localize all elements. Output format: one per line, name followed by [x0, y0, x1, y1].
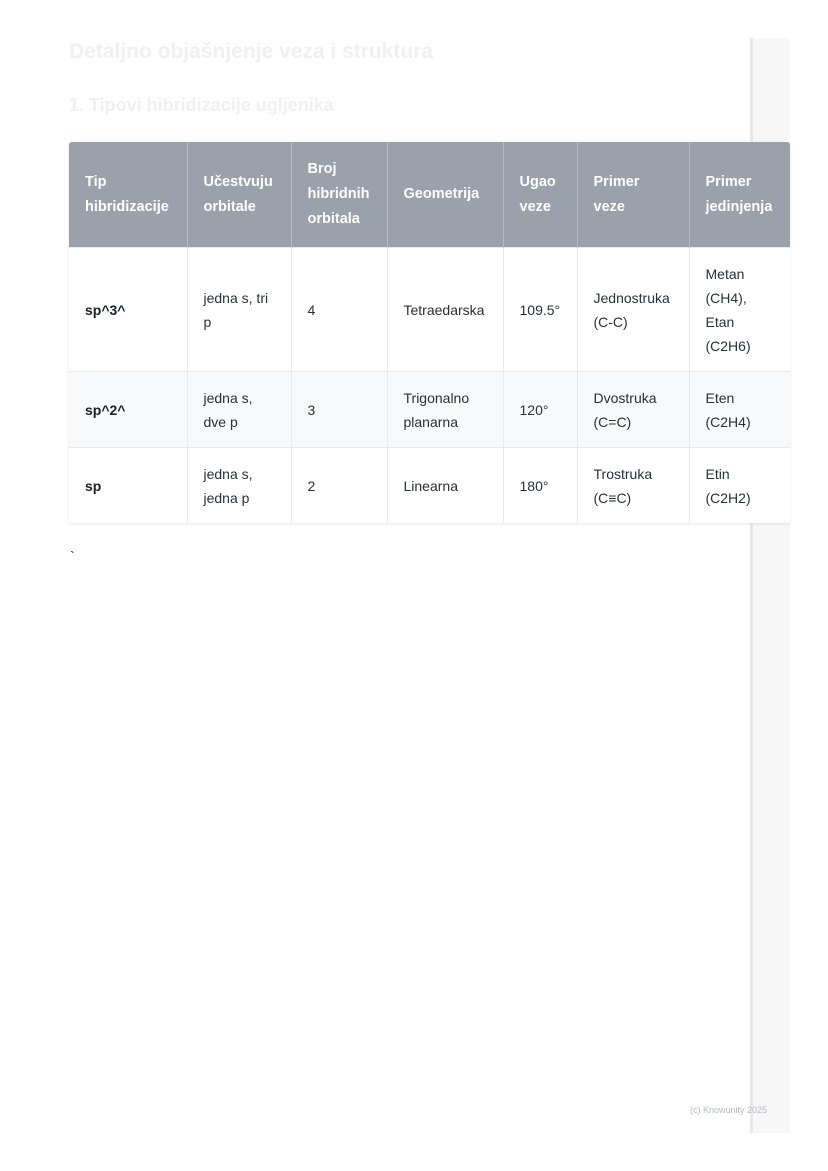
- stray-backtick: `: [70, 548, 75, 564]
- column-header: Učestvuju orbitale: [187, 142, 291, 248]
- table-row: [69, 448, 790, 524]
- table-cell: jedna s, tri p: [187, 248, 291, 372]
- table-cell: 3: [291, 372, 387, 448]
- table-row: [69, 248, 790, 372]
- table-cell: Tetraedarska: [387, 248, 503, 372]
- table-cell: Etin (C2H2): [689, 448, 790, 524]
- table-cell: Trigonalno planarna: [387, 372, 503, 448]
- table-row: [69, 372, 790, 448]
- column-header: Tip hibridizacije: [69, 142, 187, 248]
- table-cell: Metan (CH4), Etan (C2H6): [689, 248, 790, 372]
- table-cell: 2: [291, 448, 387, 524]
- table-cell: Trostruka (C≡C): [577, 448, 689, 524]
- column-header: Broj hibridnih orbitala: [291, 142, 387, 248]
- table-cell: jedna s, jedna p: [187, 448, 291, 524]
- table-header-row: [69, 142, 790, 248]
- table-cell: sp^3^: [69, 248, 187, 372]
- column-header: Geometrija: [387, 142, 503, 248]
- page-title: Detaljno objašnjenje veza i struktura: [69, 40, 434, 63]
- table-cell: Jednostruka (C-C): [577, 248, 689, 372]
- column-header: Primer veze: [577, 142, 689, 248]
- table-cell: sp^2^: [69, 372, 187, 448]
- table-cell: 4: [291, 248, 387, 372]
- section-heading: 1. Tipovi hibridizacije ugljenika: [69, 95, 334, 115]
- table-cell: Dvostruka (C=C): [577, 372, 689, 448]
- table-cell: 109.5°: [503, 248, 577, 372]
- hybridization-table: [69, 142, 790, 523]
- table-cell: Eten (C2H4): [689, 372, 790, 448]
- table-cell: 180°: [503, 448, 577, 524]
- table-cell: jedna s, dve p: [187, 372, 291, 448]
- column-header: Ugao veze: [503, 142, 577, 248]
- table-cell: 120°: [503, 372, 577, 448]
- table-cell: Linearna: [387, 448, 503, 524]
- table-cell: sp: [69, 448, 187, 524]
- copyright-footer: (c) Knowunity 2025: [690, 1105, 768, 1115]
- column-header: Primer jedinjenja: [689, 142, 790, 248]
